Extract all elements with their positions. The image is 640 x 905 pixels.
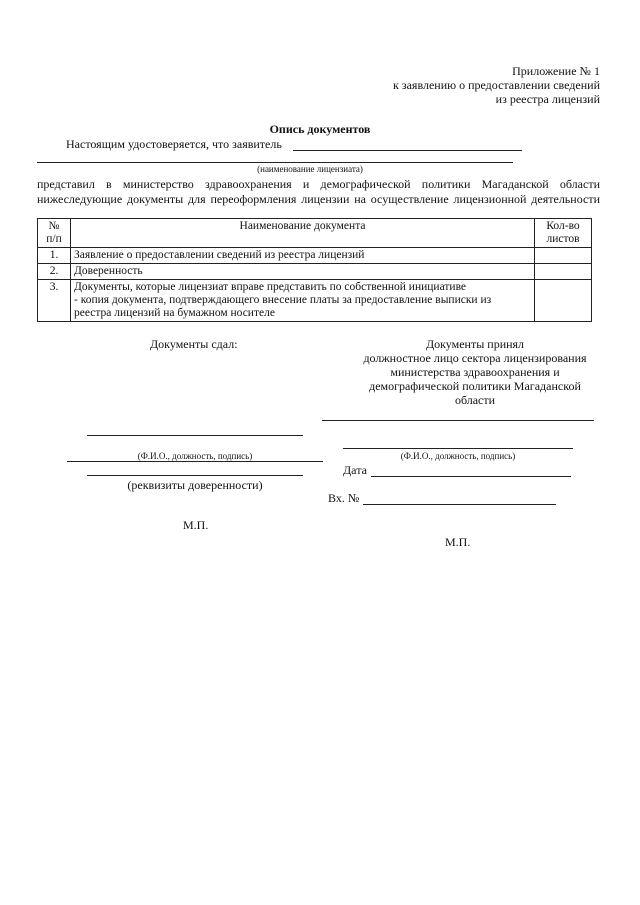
header-qty-line-1: Кол-во <box>546 220 580 232</box>
row-name: Заявление о предоставлении сведений из реестра лицензий <box>71 248 535 264</box>
submitter-fio-caption: (Ф.И.О., должность, подпись) <box>137 451 253 461</box>
header-qty <box>535 219 592 248</box>
receiver-signature-line <box>343 448 573 449</box>
submitter-signature-line <box>87 435 303 436</box>
row-qty <box>535 280 592 322</box>
licensee-name-line <box>37 162 513 163</box>
row-qty <box>535 248 592 264</box>
applicant-name-line <box>293 150 522 151</box>
row-num: 1. <box>38 248 71 264</box>
incoming-number-label: Вх. № <box>328 491 360 505</box>
receiver-fio-caption: (Ф.И.О., должность, подпись) <box>400 451 516 461</box>
licensee-caption: (наименование лицензиата) <box>257 164 363 174</box>
appendix-line-1: Приложение № 1 <box>512 64 600 78</box>
row-name: Документы, которые лицензиат вправе представить по собственной инициативе - копия документа, подтверждающего внесение платы за предоставление выписки из реестра лицензий на бумажном носителе <box>71 280 535 322</box>
table-row <box>38 280 592 322</box>
row-num: 3. <box>38 280 71 322</box>
body-line-2: нижеследующие документы для переоформления лицензии на осуществление лицензионной деятельности <box>37 192 600 206</box>
body-line-1: представил в министерство здравоохранения и демографической политики Магаданской области <box>37 177 600 191</box>
receiver-official-line <box>322 420 594 421</box>
row-name: Доверенность <box>71 264 535 280</box>
header-name-text: Наименование документа <box>239 220 366 232</box>
received-line-1: Документы принял <box>425 337 525 351</box>
date-label: Дата <box>343 463 367 477</box>
right-seal: М.П. <box>445 535 471 549</box>
appendix-header <box>340 64 600 106</box>
page-title: Опись документов <box>269 122 371 136</box>
received-line-5: области <box>454 393 496 407</box>
row-num: 2. <box>38 264 71 280</box>
left-seal: М.П. <box>183 518 209 532</box>
date-line <box>371 476 571 477</box>
row-qty <box>535 264 592 280</box>
submitted-title: Документы сдал: <box>150 337 238 351</box>
incoming-number-line <box>363 504 556 505</box>
received-line-2: должностное лицо сектора лицензирования <box>363 351 587 365</box>
proxy-line <box>87 475 303 476</box>
table-row <box>38 264 592 280</box>
header-num <box>38 219 71 248</box>
header-name <box>71 219 535 248</box>
proxy-caption: (реквизиты доверенности) <box>127 478 263 492</box>
header-qty-line-2: листов <box>546 233 580 245</box>
header-num-line-2: п/п <box>46 233 62 245</box>
appendix-line-2: к заявлению о предоставлении сведений <box>393 78 600 92</box>
header-num-line-1: № <box>48 220 60 232</box>
appendix-line-3: из реестра лицензий <box>495 92 600 106</box>
table-header-row <box>38 219 592 248</box>
table-row <box>38 248 592 264</box>
received-line-4: демографической политики Магаданской <box>369 379 581 393</box>
received-line-3: министерства здравоохранения и <box>390 365 560 379</box>
received-title <box>325 337 625 407</box>
certify-text: Настоящим удостоверяется, что заявитель <box>66 137 282 151</box>
documents-table <box>37 218 592 322</box>
